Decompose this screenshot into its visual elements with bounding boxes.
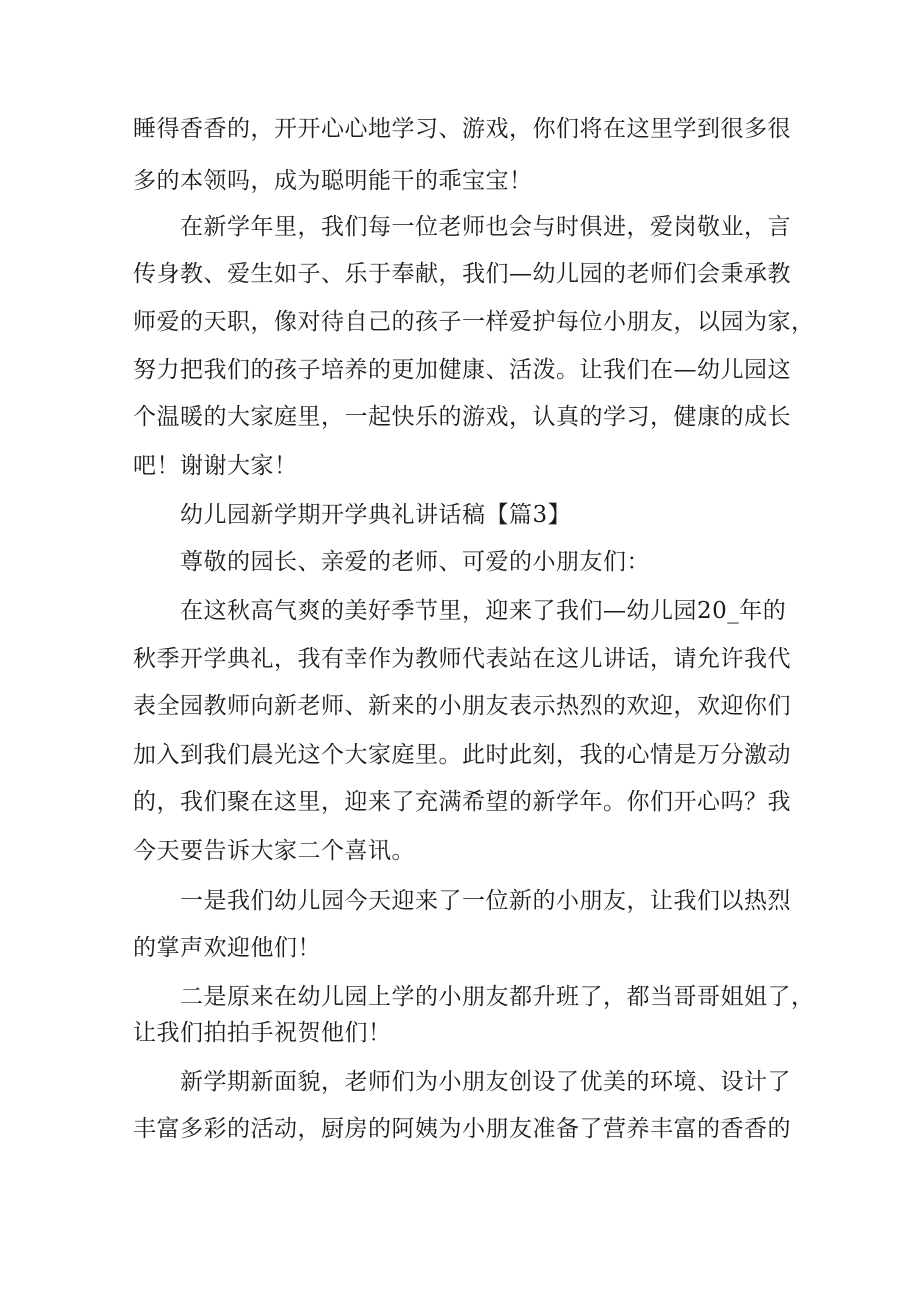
text-line-20: 让我们拍拍手祝贺他们！: [133, 1020, 392, 1046]
text-line-1: 睡得香香的，开开心心地学习、游戏，你们将在这里学到很多很: [133, 116, 791, 142]
text-line-22: 丰富多彩的活动，厨房的阿姨为小朋友准备了营养丰富的香香的: [133, 1116, 791, 1142]
text-line-2: 多的本领吗，成为聪明能干的乖宝宝！: [133, 168, 533, 194]
text-line-14: 加入到我们晨光这个大家庭里。此时此刻，我的心情是万分激动: [133, 742, 791, 768]
text-line-12: 秋季开学典礼，我有幸作为教师代表站在这儿讲话，请允许我代: [133, 646, 791, 672]
text-line-17: 一是我们幼儿园今天迎来了一位新的小朋友，让我们以热烈: [180, 888, 791, 914]
text-line-16: 今天要告诉大家二个喜讯。: [133, 838, 415, 864]
text-line-3: 在新学年里，我们每一位老师也会与时俱进，爱岗敬业，言: [180, 214, 791, 240]
text-line-4: 传身教、爱生如子、乐于奉献，我们—幼儿园的老师们会秉承教: [133, 261, 791, 287]
text-line-13: 表全园教师向新老师、新来的小朋友表示热烈的欢迎，欢迎你们: [133, 693, 791, 719]
text-line-6: 努力把我们的孩子培养的更加健康、活泼。让我们在—幼儿园这: [133, 357, 791, 383]
greeting-line: 尊敬的园长、亲爱的老师、可爱的小朋友们：: [180, 549, 650, 575]
text-line-11: 在这秋高气爽的美好季节里，迎来了我们—幼儿园20_年的: [180, 598, 787, 624]
text-line-7: 个温暖的大家庭里，一起快乐的游戏，认真的学习，健康的成长: [133, 404, 791, 430]
text-line-8: 吧！谢谢大家！: [133, 453, 298, 479]
section-heading: 幼儿园新学期开学典礼讲话稿【篇3】: [180, 502, 572, 528]
text-line-15: 的，我们聚在这里，迎来了充满希望的新学年。你们开心吗？我: [133, 789, 791, 815]
text-line-18: 的掌声欢迎他们！: [133, 935, 321, 961]
text-line-21: 新学期新面貌，老师们为小朋友创设了优美的环境、设计了: [180, 1069, 791, 1095]
text-line-19: 二是原来在幼儿园上学的小朋友都升班了，都当哥哥姐姐了，: [180, 984, 815, 1010]
text-line-5: 师爱的天职，像对待自己的孩子一样爱护每位小朋友，以园为家，: [133, 309, 815, 335]
